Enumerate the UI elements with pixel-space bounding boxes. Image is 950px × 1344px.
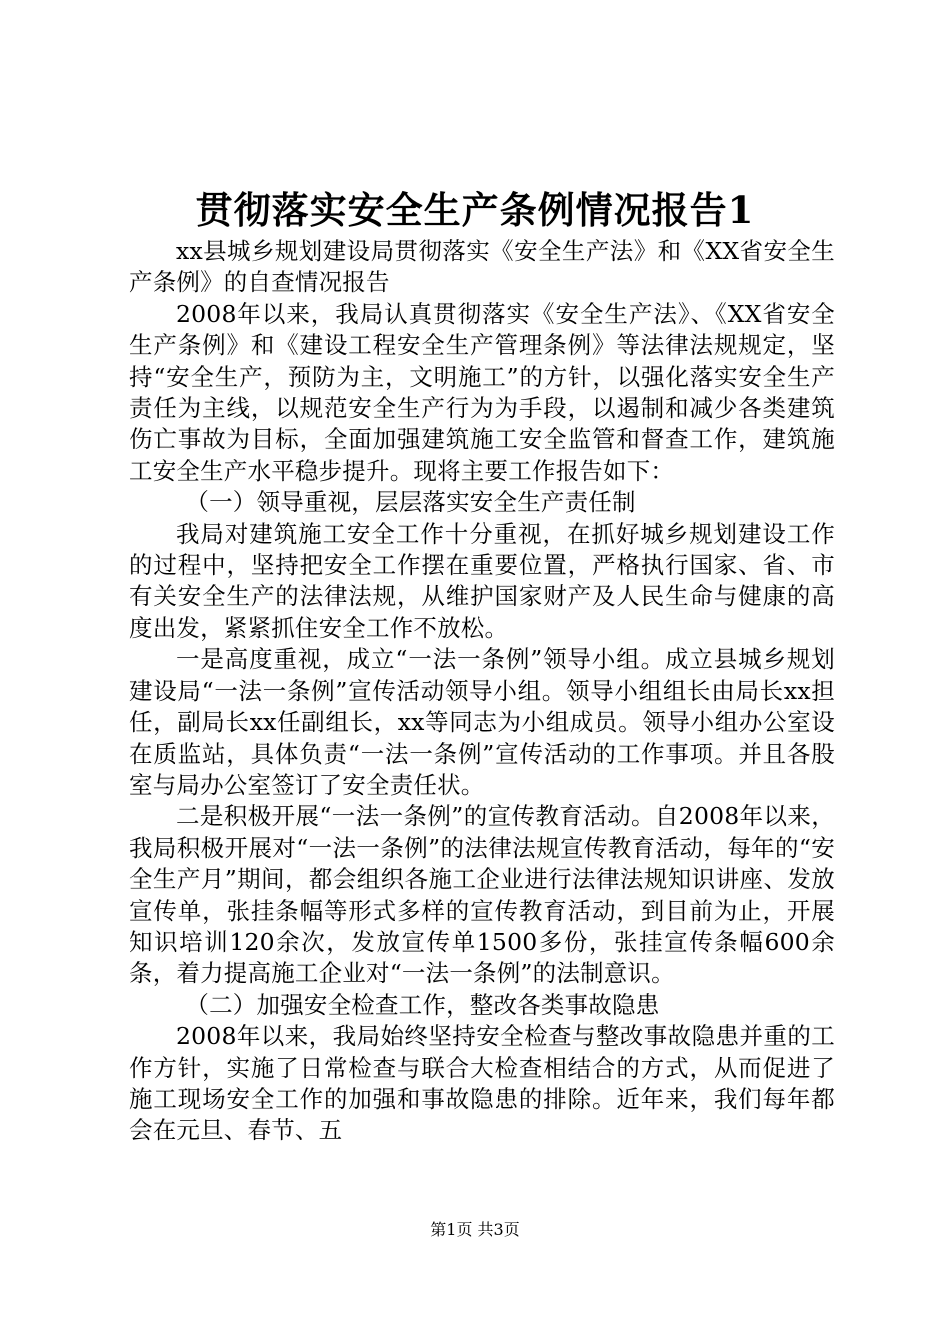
body-paragraph: 2008年以来，我局始终坚持安全检查与整改事故隐患并重的工作方针，实施了日常检查与联合大检查相结合的方式，从而促进了施工现场安全工作的加强和事故隐患的排除。近年来，我们每年都会在元旦、春节、五	[129, 1022, 835, 1145]
document-title: 贯彻落实安全生产条例情况报告1	[195, 188, 755, 232]
report-subtitle-paragraph: xx县城乡规划建设局贯彻落实《安全生产法》和《XX省安全生产条例》的自查情况报告	[129, 237, 835, 297]
page-number-footer: 第1页 共3页	[430, 1220, 520, 1239]
section-heading-2: （二）加强安全检查工作，整改各类事故隐患	[185, 990, 660, 1019]
body-paragraph: 我局对建筑施工安全工作十分重视，在抓好城乡规划建设工作的过程中，坚持把安全工作摆在重要位置，严格执行国家、省、市有关安全生产的法律法规，从维护国家财产及人民生命与健康的高度出发，紧紧抓住安全工作不放松。	[129, 519, 835, 642]
body-paragraph: 一是高度重视，成立“一法一条例”领导小组。成立县城乡规划建设局“一法一条例”宣传活动领导小组。领导小组组长由局长xx担任，副局长xx任副组长，xx等同志为小组成员。领导小组办公室设在质监站，具体负责“一法一条例”宣传活动的工作事项。并且各股室与局办公室签订了安全责任状。	[129, 645, 835, 799]
intro-paragraph: 2008年以来，我局认真贯彻落实《安全生产法》、《XX省安全生产条例》和《建设工程安全生产管理条例》等法律法规规定，坚持“安全生产，预防为主，文明施工”的方针，以强化落实安全生产责任为主线，以规范安全生产行为为手段，以遏制和减少各类建筑伤亡事故为目标，全面加强建筑施工安全监管和督查工作，建筑施工安全生产水平稳步提升。现将主要工作报告如下：	[129, 299, 835, 485]
section-heading-1: （一）领导重视，层层落实安全生产责任制	[185, 488, 636, 517]
body-paragraph: 二是积极开展“一法一条例”的宣传教育活动。自2008年以来，我局积极开展对“一法一条例”的法律法规宣传教育活动，每年的“安全生产月”期间，都会组织各施工企业进行法律法规知识讲座、发放宣传单，张挂条幅等形式多样的宣传教育活动，到目前为止，开展知识培训120余次，发放宣传单1500多份，张挂宣传条幅600余条，着力提高施工企业对“一法一条例”的法制意识。	[129, 802, 835, 988]
document-body	[129, 236, 835, 1147]
